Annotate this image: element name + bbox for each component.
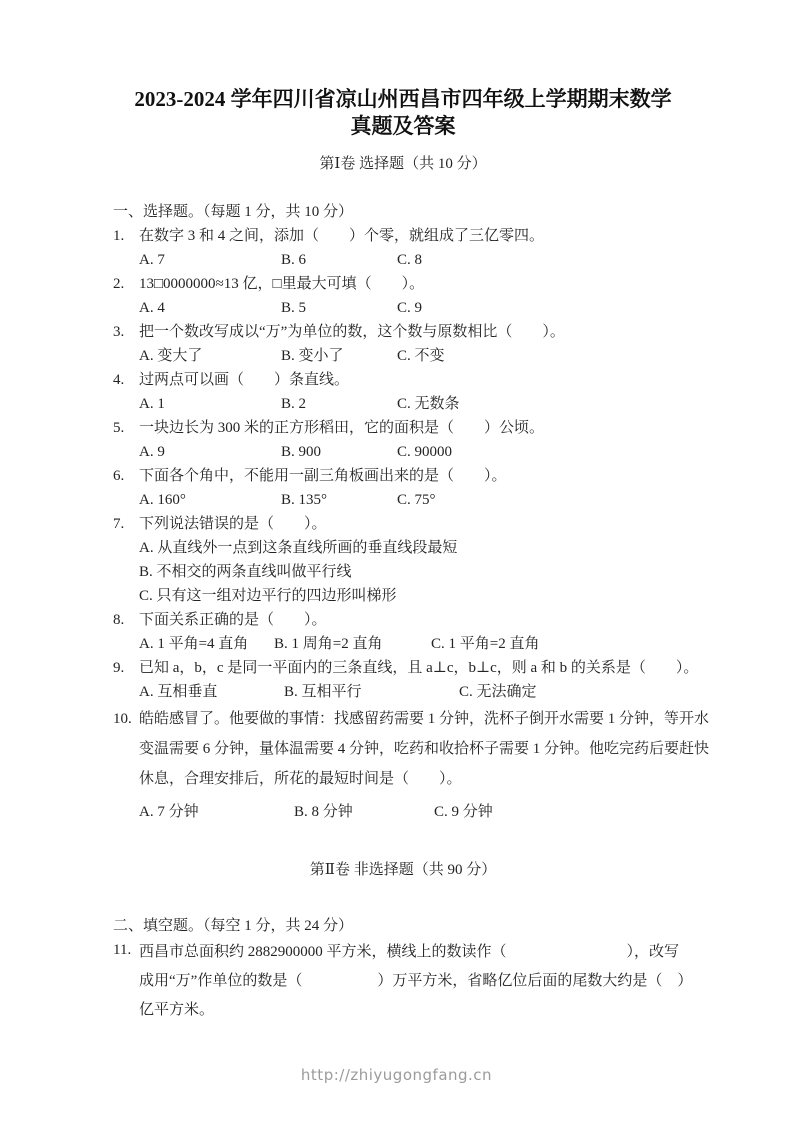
- question-4-options: [113, 392, 693, 416]
- question-3-number: 3.: [113, 324, 125, 340]
- question-7-option-c: C. 只有这一组对边平行的四边形叫梯形: [139, 588, 397, 604]
- question-8-option-b: B. 1 周角=2 直角: [274, 636, 383, 652]
- question-9-number: 9.: [113, 660, 125, 676]
- question-10-line-2: 变温需要 6 分钟，量体温需要 4 分钟，吃药和收拾杯子需要 1 分钟。他吃完药后要赶快: [139, 741, 710, 757]
- question-10-option-a: A. 7 分钟: [139, 804, 199, 820]
- title-line-2: 真题及答案: [350, 114, 456, 138]
- question-7-option-b: B. 不相交的两条直线叫做平行线: [139, 564, 352, 580]
- question-5-text: 一块边长为 300 米的正方形稻田，它的面积是（ ）公顷。: [139, 420, 545, 436]
- question-5-option-b: B. 900: [281, 444, 322, 460]
- question-10: [113, 704, 710, 794]
- question-2-option-a: A. 4: [139, 300, 165, 316]
- question-2-option-b: B. 5: [281, 300, 307, 316]
- question-8-option-c: C. 1 平角=2 直角: [431, 636, 540, 652]
- question-9-option-a: A. 互相垂直: [139, 684, 218, 700]
- question-4-number: 4.: [113, 372, 125, 388]
- question-9-option-c: C. 无法确定: [459, 684, 537, 700]
- question-4-option-b: B. 2: [281, 396, 307, 412]
- question-6-options: [113, 488, 693, 512]
- footer-watermark-url: http://zhiyugongfang.cn: [300, 1066, 493, 1084]
- question-5-option-c: C. 90000: [397, 444, 453, 460]
- question-11-line-3: 亿平方米。: [139, 1002, 215, 1018]
- question-4: [113, 368, 693, 392]
- question-7-text: 下列说法错误的是（ ）。: [139, 516, 327, 532]
- question-10-option-b: B. 8 分钟: [294, 804, 353, 820]
- question-9-text: 已知 a，b，c 是同一平面内的三条直线，且 a⊥c，b⊥c，则 a 和 b 的关系是（ ）。: [139, 660, 699, 676]
- question-10-text: [139, 704, 709, 794]
- question-11-line-2: 成用“万”作单位的数是（ ）万平方米，省略亿位后面的尾数大约是（ ）: [139, 973, 693, 989]
- question-8-options: [113, 632, 693, 656]
- question-10-option-c: C. 9 分钟: [434, 804, 493, 820]
- question-6-option-a: A. 160°: [139, 492, 186, 508]
- question-3-option-c: C. 不变: [397, 348, 445, 364]
- question-2-option-c: C. 9: [397, 300, 423, 316]
- question-11-line-1: 西昌市总面积约 2882900000 平方米，横线上的数读作（ ），改写: [139, 944, 680, 960]
- question-3-option-a: A. 变大了: [139, 348, 203, 364]
- question-10-line-3: 休息，合理安排后，所花的最短时间是（ ）。: [139, 771, 462, 787]
- question-11: [113, 938, 693, 1025]
- question-11-number: 11.: [113, 942, 132, 958]
- title-line-1: 2023-2024 学年四川省凉山州西昌市四年级上学期期末数学: [134, 87, 672, 111]
- question-1-text: 在数字 3 和 4 之间，添加（ ）个零，就组成了三亿零四。: [139, 228, 545, 244]
- question-11-text: [139, 938, 692, 1025]
- question-10-options: [113, 800, 693, 824]
- question-3-option-b: B. 变小了: [281, 348, 344, 364]
- question-5: [113, 416, 693, 440]
- question-1-option-b: B. 6: [281, 252, 307, 268]
- question-8-option-a: A. 1 平角=4 直角: [139, 636, 249, 652]
- section2-heading: 二、填空题。（每空 1 分，共 24 分）: [113, 918, 354, 934]
- question-9: [113, 656, 699, 680]
- section1-heading: 一、选择题。（每题 1 分，共 10 分）: [113, 204, 354, 220]
- part1-header: 第Ⅰ卷 选择题（共 10 分）: [319, 156, 487, 172]
- question-6: [113, 464, 693, 488]
- question-8-number: 8.: [113, 612, 125, 628]
- question-5-options: [113, 440, 693, 464]
- question-6-option-b: B. 135°: [281, 492, 328, 508]
- question-4-text: 过两点可以画（ ）条直线。: [139, 372, 350, 388]
- question-3-text: 把一个数改写成以“万”为单位的数，这个数与原数相比（ ）。: [139, 324, 565, 340]
- question-1-number: 1.: [113, 228, 125, 244]
- question-4-option-a: A. 1: [139, 396, 165, 412]
- question-2-options: [113, 296, 693, 320]
- page-title: [113, 86, 693, 140]
- question-6-number: 6.: [113, 468, 125, 484]
- question-5-number: 5.: [113, 420, 125, 436]
- question-9-options: [113, 680, 693, 704]
- question-7-option-a: A. 从直线外一点到这条直线所画的垂直线段最短: [139, 540, 458, 556]
- question-7-number: 7.: [113, 516, 125, 532]
- question-2-number: 2.: [113, 276, 125, 292]
- question-10-line-1: 皓皓感冒了。他要做的事情：找感留药需要 1 分钟，洗杯子倒开水需要 1 分钟，等开水: [139, 711, 710, 727]
- question-2: [113, 272, 693, 296]
- part2-header: 第Ⅱ卷 非选择题（共 90 分）: [309, 862, 497, 878]
- question-6-option-c: C. 75°: [397, 492, 436, 508]
- question-8-text: 下面关系正确的是（ ）。: [139, 612, 327, 628]
- question-7: [113, 512, 693, 536]
- question-1: [113, 224, 693, 248]
- question-1-options: [113, 248, 693, 272]
- question-3: [113, 320, 693, 344]
- question-5-option-a: A. 9: [139, 444, 165, 460]
- question-2-text: 13□0000000≈13 亿，□里最大可填（ ）。: [139, 276, 425, 292]
- question-6-text: 下面各个角中，不能用一副三角板画出来的是（ ）。: [139, 468, 507, 484]
- question-9-option-b: B. 互相平行: [284, 684, 362, 700]
- question-4-option-c: C. 无数条: [397, 396, 460, 412]
- question-1-option-a: A. 7: [139, 252, 165, 268]
- question-1-option-c: C. 8: [397, 252, 423, 268]
- question-3-options: [113, 344, 693, 368]
- question-8: [113, 608, 693, 632]
- question-10-number: 10.: [113, 711, 132, 727]
